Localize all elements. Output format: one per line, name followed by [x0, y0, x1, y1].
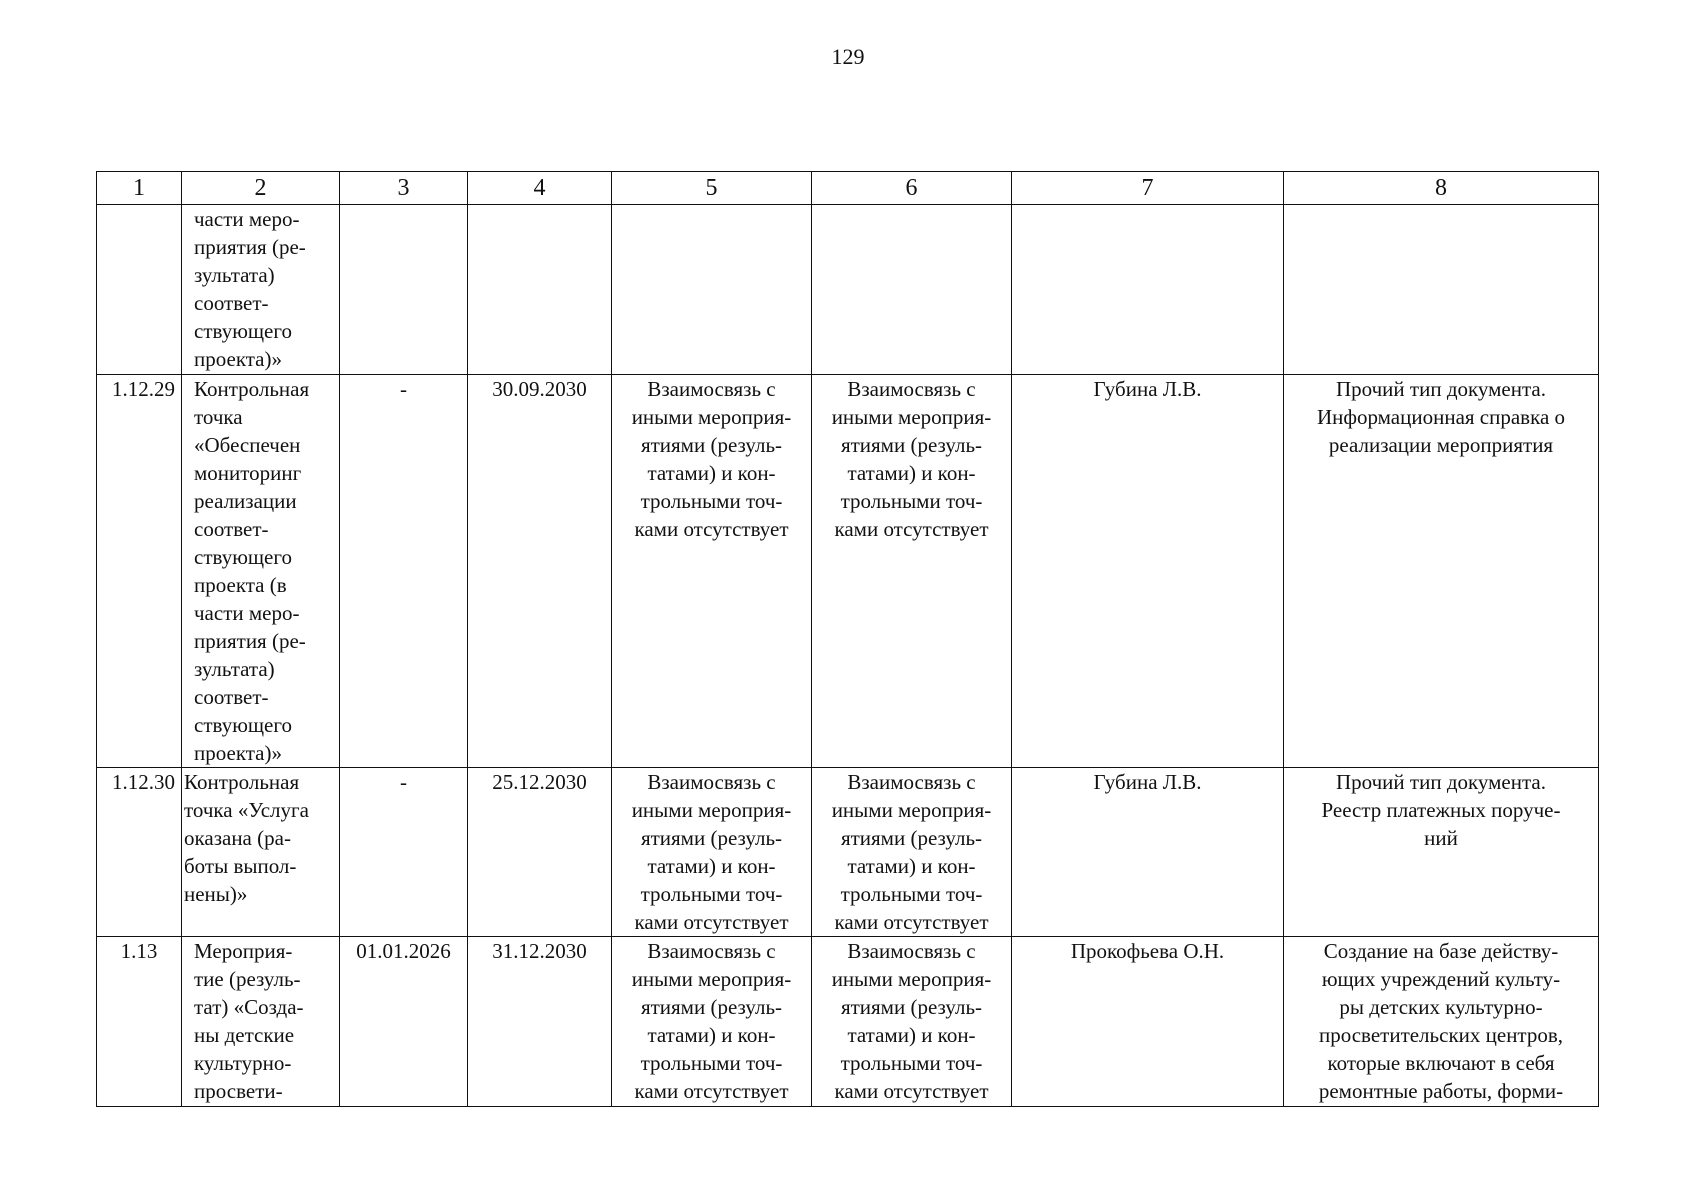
relation-line: трольными точ-	[840, 1051, 983, 1075]
cell-document	[1284, 205, 1599, 375]
relation-line: ками отсутствует	[834, 1079, 989, 1103]
cell-title	[182, 937, 340, 1107]
document-line: ющих учреждений культу-	[1321, 967, 1561, 991]
relation-line: татами) и кон-	[847, 461, 976, 485]
title-line: нены)»	[184, 882, 248, 906]
header-col-5: 5	[612, 172, 812, 205]
cell-responsible	[1012, 205, 1284, 375]
relation-line: ятиями (резуль-	[640, 826, 783, 850]
relation-line: ками отсутствует	[634, 517, 789, 541]
document-line: ний	[1424, 826, 1458, 850]
header-col-8: 8	[1284, 172, 1599, 205]
document-line: Прочий тип документа.	[1336, 377, 1546, 401]
title-line: приятия (ре-	[194, 629, 306, 653]
cell-relation-6	[812, 375, 1012, 768]
relation-line: татами) и кон-	[847, 854, 976, 878]
title-line: соответ-	[194, 685, 269, 709]
relation-line: татами) и кон-	[847, 1023, 976, 1047]
table-row-continuation	[97, 205, 1599, 375]
table-row	[97, 375, 1599, 768]
relation-line: Взаимосвязь с	[647, 377, 776, 401]
relation-line: иными мероприя-	[831, 405, 992, 429]
cell-num: 1.13	[97, 937, 182, 1107]
cell-start: -	[340, 375, 468, 768]
document-line: которые включают в себя	[1327, 1051, 1555, 1075]
cell-relation-6	[812, 937, 1012, 1107]
title-line: оказана (ра-	[184, 826, 291, 850]
cell-responsible: Прокофьева О.Н.	[1012, 937, 1284, 1107]
title-line: Контрольная	[184, 770, 300, 794]
document-line: Реестр платежных поруче-	[1321, 798, 1561, 822]
cell-title	[182, 768, 340, 937]
title-line: части меро-	[194, 601, 300, 625]
title-line: «Обеспечен	[194, 433, 301, 457]
cell-relation-5	[612, 375, 812, 768]
relation-line: ятиями (резуль-	[640, 433, 783, 457]
title-line: проекта)»	[194, 347, 282, 371]
title-line: тат) «Созда-	[194, 995, 304, 1019]
cell-relation-5	[612, 205, 812, 375]
document-line: ры детских культурно-	[1339, 995, 1543, 1019]
document-line: Информационная справка о	[1316, 405, 1566, 429]
title-line: зультата)	[194, 263, 275, 287]
title-line: мониторинг	[194, 461, 302, 485]
relation-line: татами) и кон-	[647, 461, 776, 485]
title-line: просвети-	[194, 1079, 283, 1103]
relation-line: Взаимосвязь с	[647, 770, 776, 794]
relation-line: ками отсутствует	[834, 517, 989, 541]
title-line: проекта)»	[194, 741, 282, 765]
relation-line: ятиями (резуль-	[840, 433, 983, 457]
table-row	[97, 768, 1599, 937]
document-line: реализации мероприятия	[1328, 433, 1554, 457]
title-line: зультата)	[194, 657, 275, 681]
header-col-4: 4	[468, 172, 612, 205]
relation-line: иными мероприя-	[631, 967, 792, 991]
relation-line: трольными точ-	[640, 882, 783, 906]
cell-title	[182, 205, 340, 375]
relation-line: Взаимосвязь с	[847, 939, 976, 963]
title-line: точка	[194, 405, 243, 429]
page-number: 129	[831, 44, 865, 69]
title-line: соответ-	[194, 291, 269, 315]
cell-start	[340, 205, 468, 375]
relation-line: Взаимосвязь с	[847, 770, 976, 794]
relation-line: трольными точ-	[640, 489, 783, 513]
cell-num	[97, 205, 182, 375]
relation-line: татами) и кон-	[647, 1023, 776, 1047]
cell-document	[1284, 375, 1599, 768]
cell-responsible: Губина Л.В.	[1012, 768, 1284, 937]
cell-relation-5	[612, 937, 812, 1107]
title-line: культурно-	[194, 1051, 292, 1075]
header-col-7: 7	[1012, 172, 1284, 205]
title-line: приятия (ре-	[194, 235, 306, 259]
title-line: проекта (в	[194, 573, 287, 597]
relation-line: Взаимосвязь с	[847, 377, 976, 401]
plan-table	[96, 171, 1599, 1107]
document-line: просветительских центров,	[1318, 1023, 1564, 1047]
relation-line: Взаимосвязь с	[647, 939, 776, 963]
title-line: тие (резуль-	[194, 967, 301, 991]
relation-line: трольными точ-	[840, 489, 983, 513]
title-line: Контрольная	[194, 377, 310, 401]
cell-end: 25.12.2030	[468, 768, 612, 937]
cell-title	[182, 375, 340, 768]
relation-line: ятиями (резуль-	[840, 826, 983, 850]
document-line: ремонтные работы, форми-	[1318, 1079, 1564, 1103]
title-line: Мероприя-	[194, 939, 293, 963]
title-line: ствующего	[194, 545, 292, 569]
cell-document	[1284, 937, 1599, 1107]
document-line: Создание на базе действу-	[1323, 939, 1559, 963]
title-line: ствующего	[194, 319, 292, 343]
relation-line: ятиями (резуль-	[640, 995, 783, 1019]
relation-line: трольными точ-	[840, 882, 983, 906]
relation-line: ками отсутствует	[634, 910, 789, 934]
cell-end: 31.12.2030	[468, 937, 612, 1107]
cell-relation-6	[812, 768, 1012, 937]
relation-line: татами) и кон-	[647, 854, 776, 878]
cell-document	[1284, 768, 1599, 937]
cell-start: -	[340, 768, 468, 937]
relation-line: ками отсутствует	[834, 910, 989, 934]
relation-line: иными мероприя-	[831, 967, 992, 991]
title-line: ствующего	[194, 713, 292, 737]
header-col-2: 2	[182, 172, 340, 205]
header-col-1: 1	[97, 172, 182, 205]
cell-start: 01.01.2026	[340, 937, 468, 1107]
title-line: реализации	[194, 489, 297, 513]
header-col-3: 3	[340, 172, 468, 205]
table-row	[97, 937, 1599, 1107]
cell-end	[468, 205, 612, 375]
relation-line: ками отсутствует	[634, 1079, 789, 1103]
cell-relation-5	[612, 768, 812, 937]
cell-end: 30.09.2030	[468, 375, 612, 768]
header-col-6: 6	[812, 172, 1012, 205]
title-line: соответ-	[194, 517, 269, 541]
header-row	[97, 172, 1599, 205]
relation-line: иными мероприя-	[631, 798, 792, 822]
relation-line: трольными точ-	[640, 1051, 783, 1075]
relation-line: иными мероприя-	[631, 405, 792, 429]
title-line: точка «Услуга	[184, 798, 309, 822]
cell-relation-6	[812, 205, 1012, 375]
title-line: ны детские	[194, 1023, 295, 1047]
title-line: боты выпол-	[184, 854, 297, 878]
cell-num: 1.12.30	[97, 768, 182, 937]
relation-line: ятиями (резуль-	[840, 995, 983, 1019]
document-line: Прочий тип документа.	[1336, 770, 1546, 794]
cell-responsible: Губина Л.В.	[1012, 375, 1284, 768]
relation-line: иными мероприя-	[831, 798, 992, 822]
cell-num: 1.12.29	[97, 375, 182, 768]
title-line: части меро-	[194, 207, 300, 231]
